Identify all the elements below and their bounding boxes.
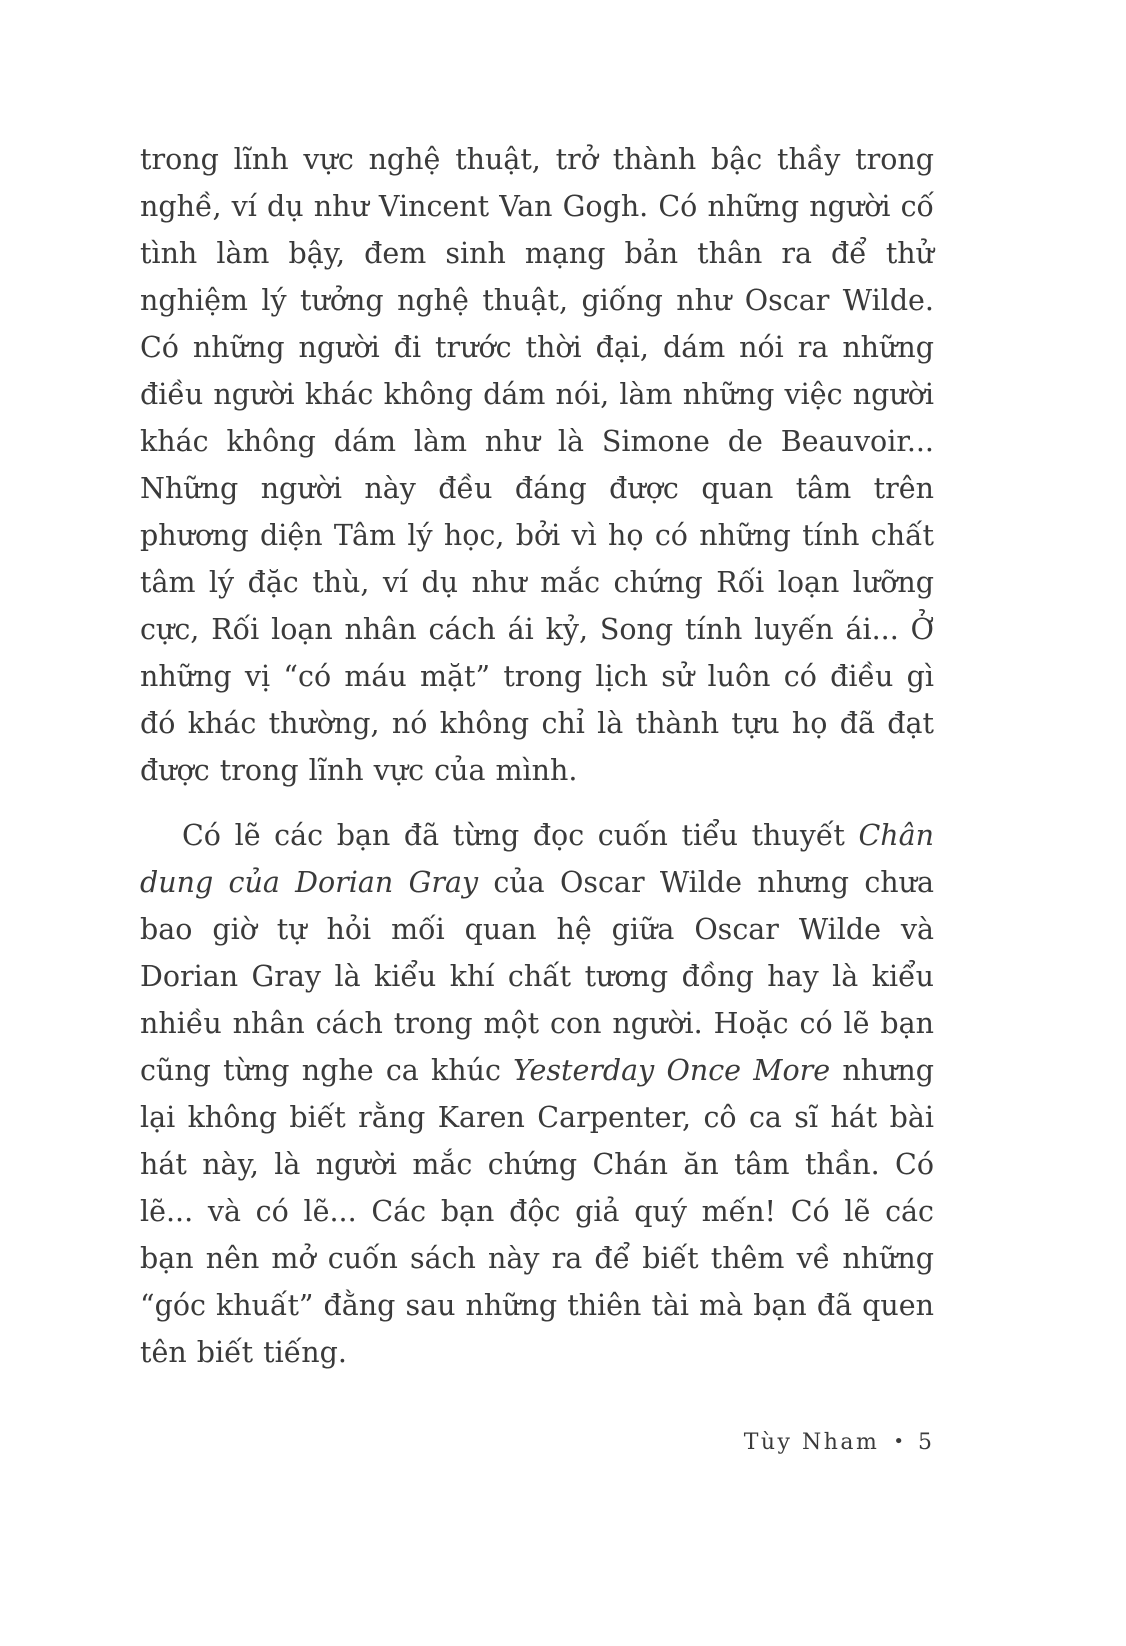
running-footer-title: Tùy Nham — [743, 1430, 880, 1455]
text-block — [140, 136, 934, 1376]
paragraph-2-text: Có lẽ các bạn đã từng đọc cuốn tiểu thuyết — [182, 819, 859, 852]
footer-bullet-separator: • — [893, 1431, 904, 1452]
paragraph-1 — [140, 136, 934, 794]
paragraph-2-text: nhưng lại không biết rằng Karen Carpenter, cô ca sĩ hát bài hát này, là người mắc chứng Chán ăn tâm thần. Có lẽ... và có lẽ... Các bạn độc giả quý mến! Có lẽ các bạn nên mở cuốn sách này ra để biết thêm về những “góc khuất” đằng sau những thiên tài mà bạn đã quen tên biết tiếng. — [140, 1054, 934, 1369]
page-number: 5 — [918, 1430, 932, 1455]
paragraph-2 — [140, 812, 934, 1376]
paragraph-2-text: của Oscar Wilde nhưng chưa bao giờ tự hỏi mối quan hệ giữa Oscar Wilde và Dorian Gray là kiểu khí chất tương đồng hay là kiểu nhiều nhân cách trong một con người. Hoặc có lẽ bạn cũng từng nghe ca khúc — [140, 866, 934, 1087]
running-footer — [744, 1430, 932, 1455]
book-title-italic: Chân dung của Dorian Gray — [140, 819, 934, 899]
paragraph-1-text: trong lĩnh vực nghệ thuật, trở thành bậc thầy trong nghề, ví dụ như Vincent Van Gogh. Có những người cố tình làm bậy, đem sinh mạng bản thân ra để thử nghiệm lý tưởng nghệ thuật, giống như Oscar Wilde. Có những người đi trước thời đại, dám nói ra những điều người khác không dám nói, làm những việc người khác không dám làm như là Simone de Beauvoir... Những người này đều đáng được quan tâm trên phương diện Tâm lý học, bởi vì họ có những tính chất tâm lý đặc thù, ví dụ như mắc chứng Rối loạn lưỡng cực, Rối loạn nhân cách ái kỷ, Song tính luyến ái... Ở những vị “có máu mặt” trong lịch sử luôn có điều gì đó khác thường, nó không chỉ là thành tựu họ đã đạt được trong lĩnh vực của mình. — [140, 143, 934, 787]
song-title-italic: Yesterday Once More — [513, 1054, 831, 1087]
